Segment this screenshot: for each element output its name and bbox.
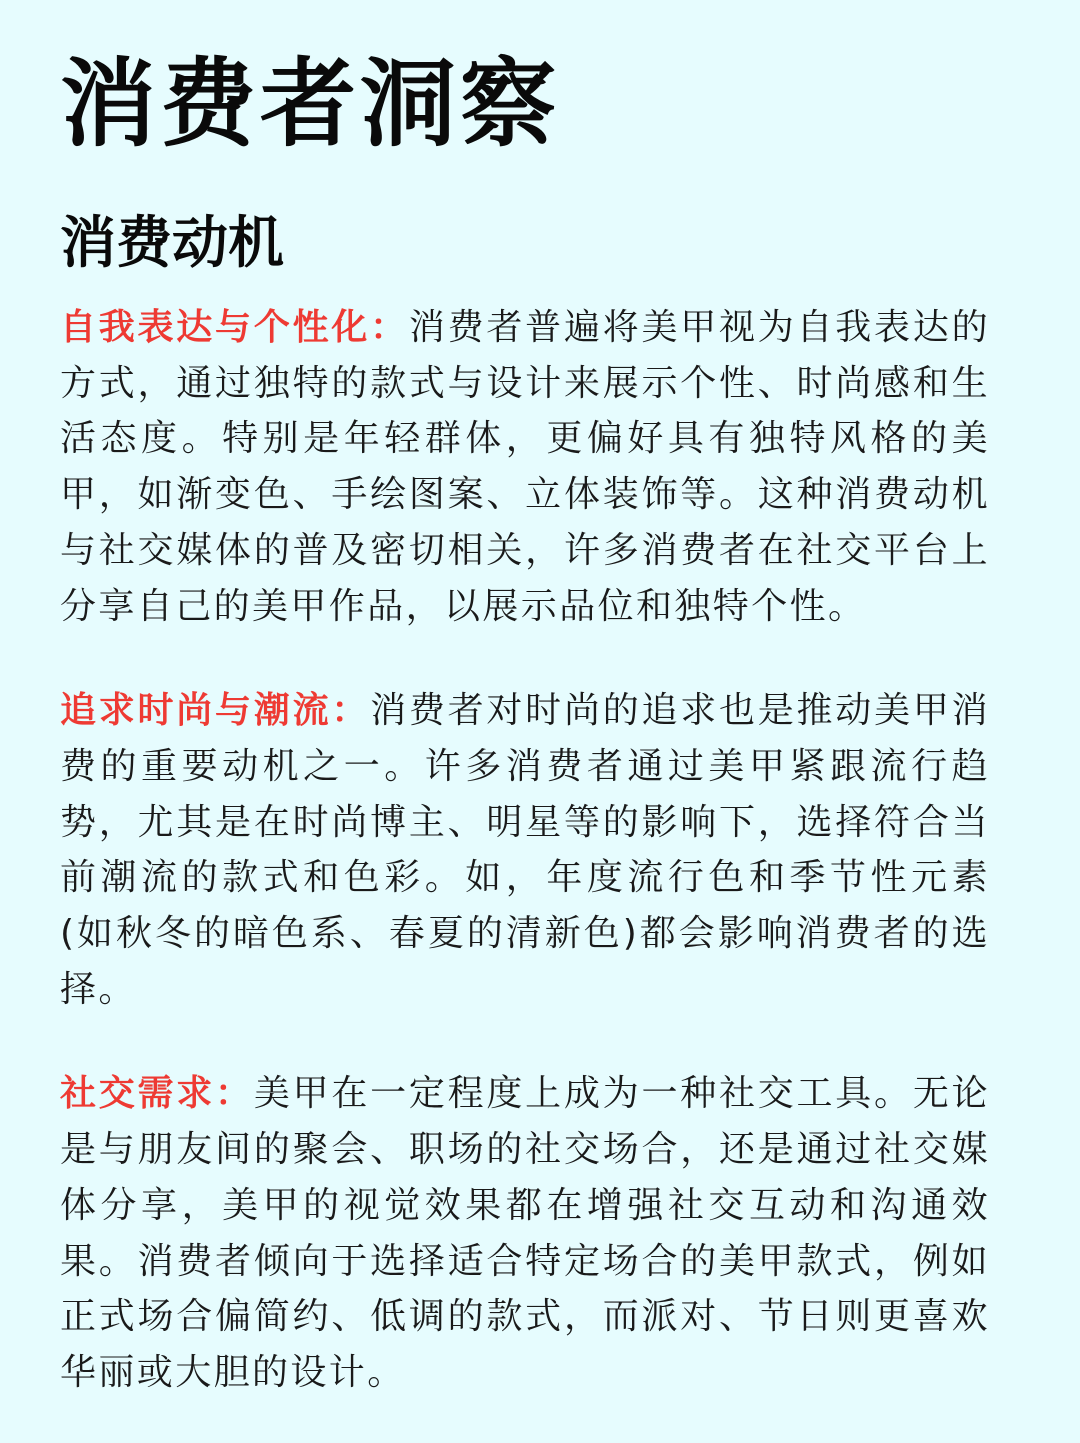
paragraph-fashion-trend bbox=[60, 683, 990, 1017]
page-title: 消费者洞察 bbox=[60, 48, 560, 160]
section-heading: 消费动机 bbox=[60, 211, 284, 276]
paragraph-lead: 自我表达与个性化： bbox=[60, 307, 409, 348]
paragraph-body: 美甲在一定程度上成为一种社交工具。无论是与朋友间的聚会、职场的社交场合，还是通过社交媒体分享，美甲的视觉效果都在增强社交互动和沟通效果。消费者倾向于选择适合特定场合的美甲款式，例如正式场合偏简约、低调的款式，而派对、节日则更喜欢华丽或大胆的设计。 bbox=[60, 1073, 990, 1393]
paragraph-lead: 追求时尚与潮流： bbox=[60, 690, 371, 732]
paragraph-body: 消费者对时尚的追求也是推动美甲消费的重要动机之一。许多消费者通过美甲紧跟流行趋势，尤其是在时尚博主、明星等的影响下，选择符合当前潮流的款式和色彩。如，年度流行色和季节性元素(如秋冬的暗色系、春夏的清新色)都会影响消费者的选择。 bbox=[60, 690, 990, 1010]
paragraph-lead: 社交需求： bbox=[60, 1073, 254, 1115]
paragraph-body: 消费者普遍将美甲视为自我表达的方式，通过独特的款式与设计来展示个性、时尚感和生活态度。特别是年轻群体，更偏好具有独特风格的美甲，如渐变色、手绘图案、立体装饰等。这种消费动机与社交媒体的普及密切相关，许多消费者在社交平台上分享自己的美甲作品，以展示品位和独特个性。 bbox=[60, 307, 990, 627]
paragraph-self-expression bbox=[60, 300, 990, 634]
paragraph-social-needs bbox=[60, 1066, 990, 1400]
